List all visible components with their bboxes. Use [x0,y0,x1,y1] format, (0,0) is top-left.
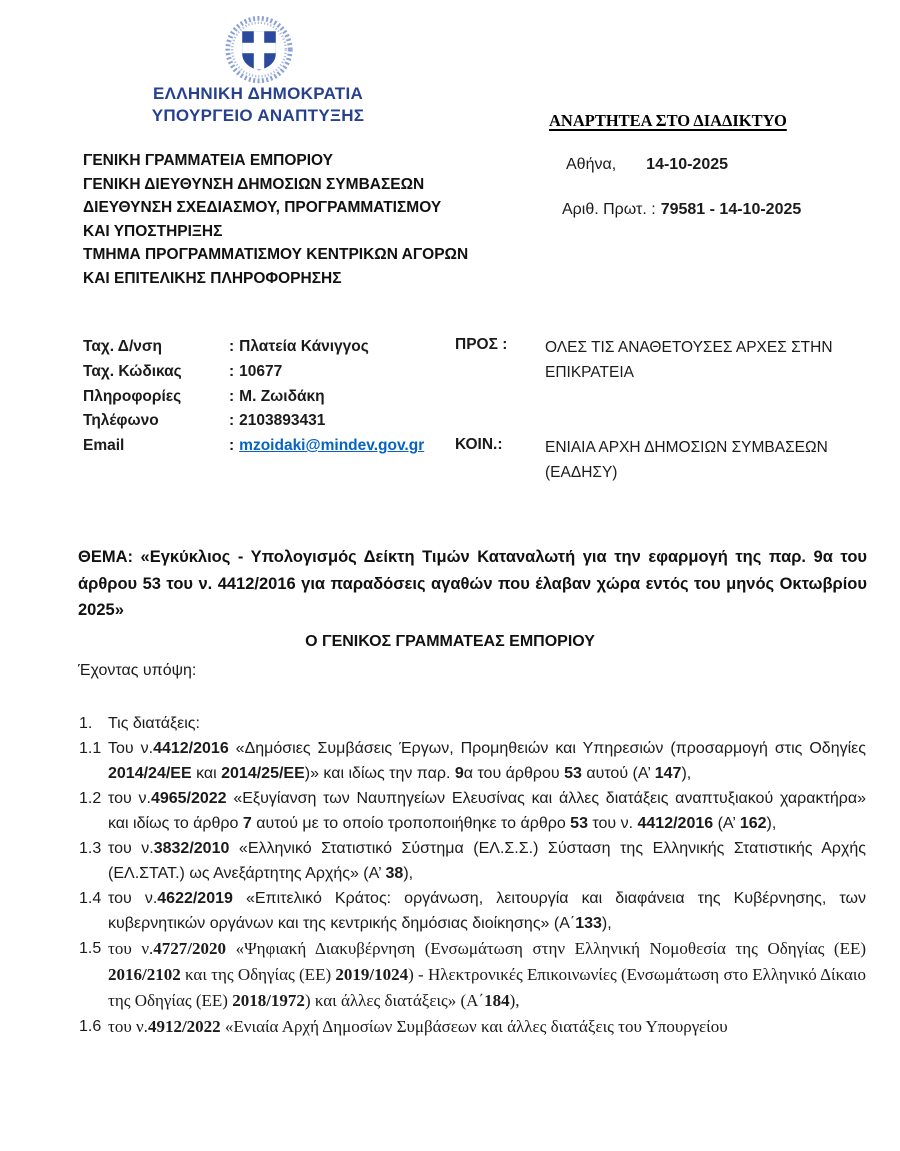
protocol-label: Αριθ. Πρωτ. : [562,201,656,218]
item-number: 1.5 [79,940,102,957]
protocol-line [562,201,801,219]
contact-label: Ταχ. Δ/νση [83,338,162,355]
ministry-title: ΥΠΟΥΡΓΕΙΟ ΑΝΑΠΤΥΞΗΣ [151,106,365,125]
preamble: Έχοντας υπόψη: [78,662,197,679]
colon-separator: : [229,437,235,455]
contact-label: Πληροφορίες [83,387,182,405]
signatory-title: Ο ΓΕΝΙΚΟΣ ΓΡΑΜΜΑΤΕΑΣ ΕΜΠΟΡΙΟΥ [305,633,595,650]
subject-paragraph: ΘΕΜΑ: «Εγκύκλιος - Υπολογισμός Δείκτη Τιμών Καταναλωτή για την εφαρμογή της παρ. 9α του άρθρου 53 του ν. 4412/2016 για παραδόσεις αγαθών που έλαβαν χώρα εντός του μηνός Οκτωβρίου 2025» [78,548,867,619]
republic-title: ΕΛΛΗΝΙΚΗ ΔΗΜΟΚΡΑΤΙΑ [152,84,364,103]
department-line: ΚΑΙ ΕΠΙΤΕΛΙΚΗΣ ΠΛΗΡΟΦΟΡΗΣΗΣ [83,269,342,287]
contact-value: Μ. Ζωιδάκη [239,387,325,405]
colon-separator: : [229,338,235,355]
contact-row-address [83,335,424,360]
email-link[interactable]: mzoidaki@mindev.gov.gr [239,437,425,455]
item-text: του ν.4912/2022 «Ενιαία Αρχή Δημοσίων Συμβάσεων και άλλες διατάξεις του Υπουργείου [108,1017,728,1036]
contact-value: 10677 [239,362,283,380]
contact-row-telephone [83,409,424,434]
protocol-number: 79581 - 14-10-2025 [660,201,802,218]
cc-value: ΕΝΙΑΙΑ ΑΡΧΗ ΔΗΜΟΣΙΩΝ ΣΥΜΒΑΣΕΩΝ (ΕΑΔΗΣΥ) [545,439,828,481]
date-line [566,156,728,174]
contact-value: 2103893431 [239,412,326,430]
contact-row-postcode [83,360,424,385]
provisions-list [78,711,866,1040]
department-line: ΚΑΙ ΥΠΟΣΤΗΡΙΞΗΣ [83,222,223,240]
greek-national-emblem-icon [216,12,302,92]
item-text: του ν.4727/2020 «Ψηφιακή Διακυβέρνηση (Ενσωμάτωση στην Ελληνική Νομοθεσία της Οδηγίας (ΕΕ) 2016/2102 και της Οδηγίας (ΕΕ) 2019/1024) - Ηλεκτρονικές Επικοινωνίες (Ενσωμάτωση στο Ελληνικό Δίκαιο της Οδηγίας (ΕΕ) 2018/1972) και άλλες διατάξεις» (Α΄184), [108,939,867,1010]
item-number: 1.6 [79,1018,102,1035]
list-item-1-6 [78,1014,866,1040]
to-value: ΟΛΕΣ ΤΙΣ ΑΝΑΘΕΤΟΥΣΕΣ ΑΡΧΕΣ ΣΤΗΝ ΕΠΙΚΡΑΤΕΙΑ [545,339,833,381]
contact-row-information [83,385,424,410]
list-item-1-5 [78,936,866,1014]
list-item-1-2 [78,786,866,836]
list-item-1-1 [78,736,866,786]
contact-block [83,335,424,459]
city-label: Αθήνα, [566,156,617,173]
item-number: 1.2 [79,790,102,807]
list-item-1-4 [78,886,866,936]
cc-label: ΚΟΙΝ.: [455,436,503,453]
internet-posting-label: ΑΝΑΡΤΗΤΕΑ ΣΤΟ ΔΙΑΔΙΚΤΥΟ [549,111,787,130]
item-number: 1.1 [79,740,102,757]
contact-label: Ταχ. Κώδικας [83,362,182,380]
department-line: ΓΕΝΙΚΗ ΓΡΑΜΜΑΤΕΙΑ ΕΜΠΟΡΙΟΥ [83,152,333,169]
list-item-1 [78,711,866,736]
colon-separator: : [229,412,235,430]
contact-value: Πλατεία Κάνιγγος [239,338,369,355]
item-text: Του ν.4412/2016 «Δημόσιες Συμβάσεις Έργων, Προμηθειών και Υπηρεσιών (προσαρμογή στις Οδηγίες 2014/24/ΕΕ και 2014/25/ΕΕ)» και ιδίως την παρ. 9α του άρθρου 53 αυτού (Α’ 147), [108,740,866,782]
contact-label: Email [83,437,125,455]
item-number: 1.4 [79,890,102,907]
department-line: ΤΜΗΜΑ ΠΡΟΓΡΑΜΜΑΤΙΣΜΟΥ ΚΕΝΤΡΙΚΩΝ ΑΓΟΡΩΝ [83,246,469,264]
item-number: 1.3 [79,840,102,857]
colon-separator: : [229,387,235,405]
item-number: 1. [79,715,93,732]
contact-row-email [83,434,424,459]
item-text: του ν.4622/2019 «Επιτελικό Κράτος: οργάνωση, λειτουργία και διαφάνεια της Κυβέρνησης, των κυβερνητικών οργάνων και της κεντρικής δημόσιας διοίκησης» (Α΄133), [108,890,866,932]
item-text: του ν.3832/2010 «Ελληνικό Στατιστικό Σύστημα (ΕΛ.Σ.Σ.) Σύσταση της Ελληνικής Στατιστικής Αρχής (ΕΛ.ΣΤΑΤ.) ως Ανεξάρτητης Αρχής» (Α’ 38), [108,840,866,882]
colon-separator: : [229,362,235,380]
contact-label: Τηλέφωνο [83,412,159,430]
to-label: ΠΡΟΣ : [455,336,508,353]
list-item-1-3 [78,836,866,886]
department-block [83,149,468,291]
item-text: του ν.4965/2022 «Εξυγίανση των Ναυπηγείων Ελευσίνας και άλλες διατάξεις αναπτυξιακού χαρακτήρα» και ιδίως το άρθρο 7 αυτού με το οποίο τροποποιήθηκε το άρθρο 53 του ν. 4412/2016 (Α’ 162), [108,790,866,832]
document-date: 14-10-2025 [646,156,729,173]
department-line: ΔΙΕΥΘΥΝΣΗ ΣΧΕΔΙΑΣΜΟΥ, ΠΡΟΓΡΑΜΜΑΤΙΣΜΟΥ [83,199,442,217]
item-text: Τις διατάξεις: [108,715,200,732]
department-line: ΓΕΝΙΚΗ ΔΙΕΥΘΥΝΣΗ ΔΗΜΟΣΙΩΝ ΣΥΜΒΑΣΕΩΝ [83,175,425,193]
